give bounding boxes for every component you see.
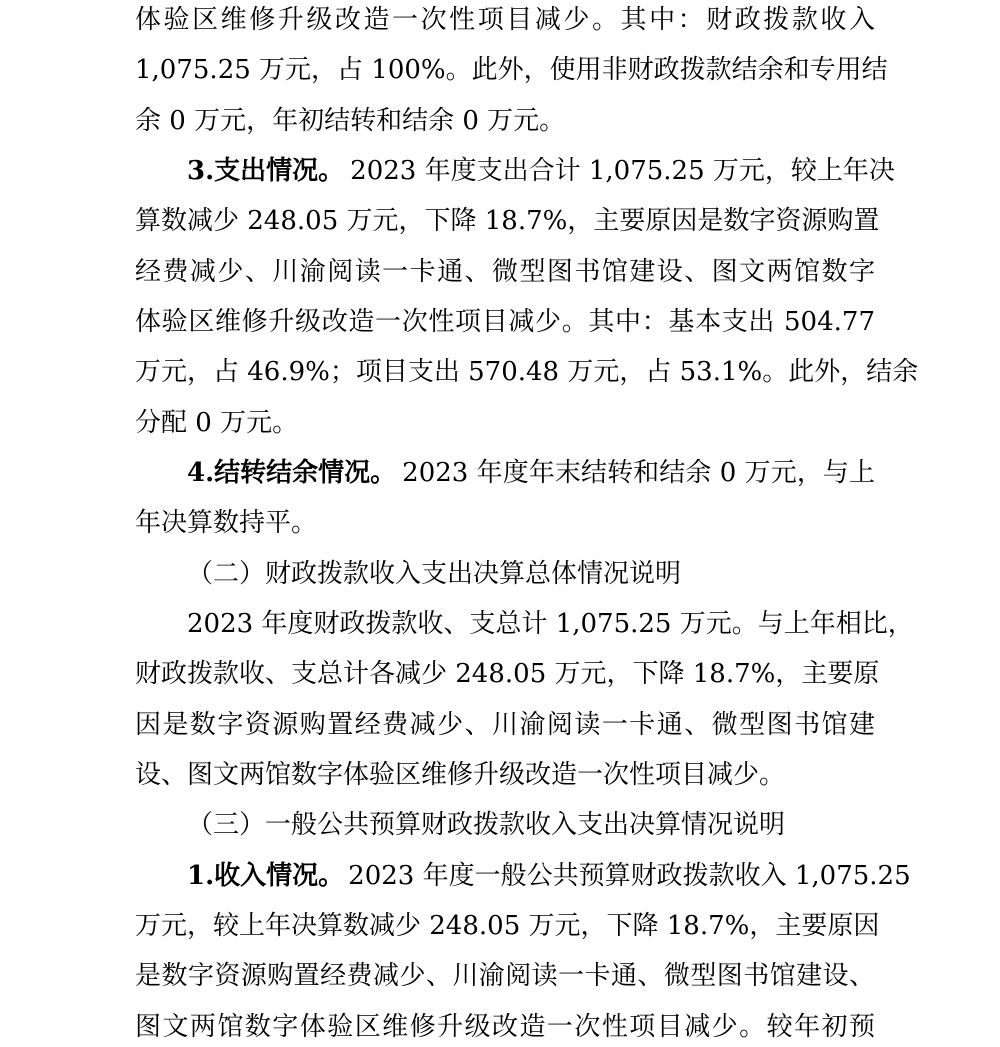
paragraph-line: 财政拨款收、支总计各减少 248.05 万元，下降 18.7%，主要原 <box>135 659 880 689</box>
paragraph-line: 体验区维修升级改造一次性项目减少。其中：财政拨款收入 <box>135 5 875 35</box>
subsection-heading: （三）一般公共预算财政拨款收入支出决算情况说明 <box>187 810 786 840</box>
paragraph-line: 设、图文两馆数字体验区维修升级改造一次性项目减少。 <box>135 760 786 790</box>
paragraph-line <box>187 453 875 493</box>
paragraph-line: 因是数字资源购置经费减少、川渝阅读一卡通、微型图书馆建 <box>135 710 875 740</box>
paragraph-line: 是数字资源购置经费减少、川渝阅读一卡通、微型图书馆建设、 <box>135 961 875 991</box>
paragraph-line-text: 2023 年度支出合计 1,075.25 万元，较上年决 <box>350 156 895 186</box>
paragraph-line: 万元，较上年决算数减少 248.05 万元，下降 18.7%，主要原因 <box>135 911 880 941</box>
paragraph-line: 经费减少、川渝阅读一卡通、微型图书馆建设、图文两馆数字 <box>135 257 875 287</box>
subsection-heading: （二）财政拨款收入支出决算总体情况说明 <box>187 559 682 589</box>
section-heading-carryover: 4.结转结余情况。 <box>187 458 397 488</box>
paragraph-line: 体验区维修升级改造一次性项目减少。其中：基本支出 504.77 <box>135 307 875 337</box>
paragraph-line: 图文两馆数字体验区维修升级改造一次性项目减少。较年初预 <box>135 1012 875 1042</box>
paragraph-line: 分配 0 万元。 <box>135 408 299 438</box>
paragraph-line: 万元，占 46.9%；项目支出 570.48 万元，占 53.1%。此外，结余 <box>135 357 919 387</box>
paragraph-line: 年决算数持平。 <box>135 508 318 538</box>
paragraph-line: 算数减少 248.05 万元，下降 18.7%，主要原因是数字资源购置 <box>135 206 880 236</box>
paragraph-line-text: 2023 年度年末结转和结余 0 万元，与上 <box>402 458 875 488</box>
paragraph-line <box>187 151 895 191</box>
paragraph-line-text: 2023 年度一般公共预算财政拨款收入 1,075.25 <box>348 861 911 891</box>
paragraph-line <box>187 856 911 896</box>
paragraph-line: 2023 年度财政拨款收、支总计 1,075.25 万元。与上年相比， <box>187 609 914 639</box>
section-heading-income: 1.收入情况。 <box>187 861 345 891</box>
paragraph-line: 余 0 万元，年初结转和结余 0 万元。 <box>135 106 566 136</box>
paragraph-line: 1,075.25 万元，占 100%。此外，使用非财政拨款结余和专用结 <box>135 55 888 85</box>
section-heading-expenditure: 3.支出情况。 <box>187 156 345 186</box>
